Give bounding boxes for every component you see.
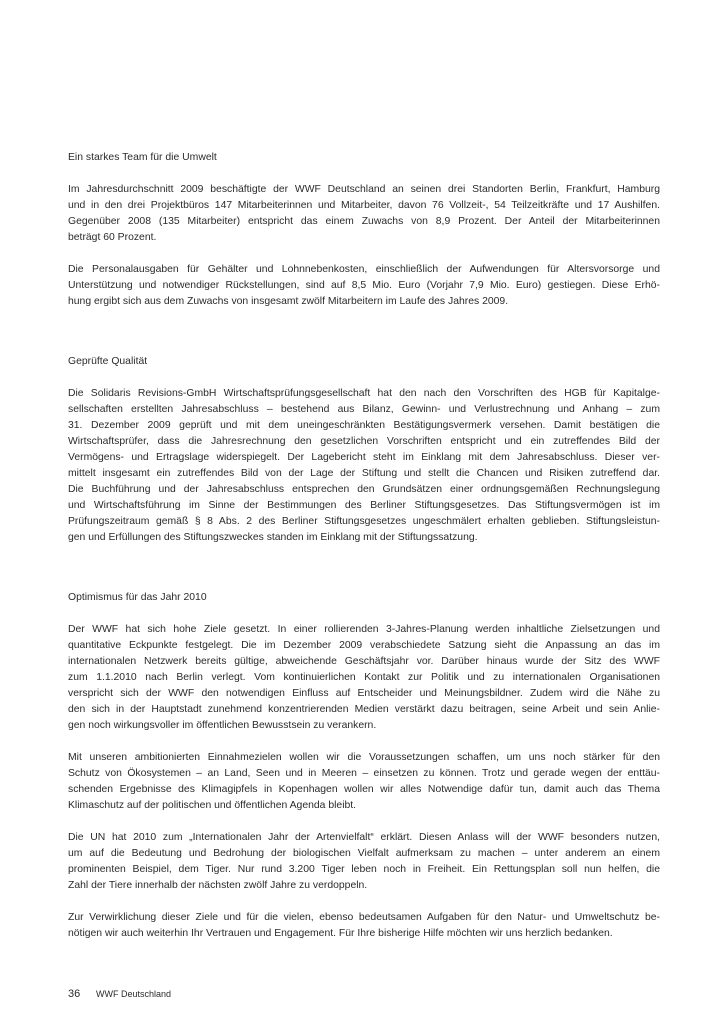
section-team [68,150,660,310]
text-line: Wirtschaftsprüfer, dass die Jahresrechnung den gesetzlichen Vorschriften entspricht und ein zutreffendes Bild der [68,436,660,447]
text-line: Vermögens- und Ertragslage widerspiegelt. Der Lagebericht steht im Einklang mit dem Jahresabschluss. Dieser ver- [68,452,660,463]
text-line: prominenten Beispiel, dem Tiger. Nur rund 3.200 Tiger leben noch in Freiheit. Ein Rettungsplan soll nun helfen, die [68,864,660,875]
paragraph [68,622,660,734]
text-line: Die Solidaris Revisions-GmbH Wirtschaftsprüfungsgesellschaft hat den nach den Vorschriften des HGB für Kapitalge- [68,388,660,399]
section-spacer [68,562,660,590]
paragraph [68,262,660,310]
page-number: 36 [68,988,81,1000]
paragraph [68,910,660,942]
section-quality [68,354,660,546]
text-line: Zur Verwirklichung dieser Ziele und für die vielen, ebenso bedeutsamen Aufgaben für den Natur- und Umweltschutz be- [68,912,660,923]
paragraph [68,386,660,546]
section-heading: Optimismus für das Jahr 2010 [68,592,207,603]
text-line: gen und Erfüllungen des Stiftungszweckes standen im Einklang mit der Stiftungssatzung. [68,532,478,543]
text-line: Schutz von Ökosystemen – an Land, Seen und in Meeren – einsetzen zu können. Trotz und gerade wegen der enttäu- [68,768,660,779]
text-line: hung ergibt sich aus dem Zuwachs von insgesamt zwölf Mitarbeitern im Laufe des Jahres 2009. [68,296,509,307]
paragraph [68,830,660,894]
text-line: zum 1.1.2010 nach Berlin verlegt. Vom kontinuierlichen Kontakt zur Politik und zu internationalen Organisationen [68,672,660,683]
text-line: internationalen Netzwerk bereits gültige, abweichende Geschäftsjahr vor. Darüber hinaus wurde der Sitz des WWF [68,656,660,667]
text-line: Gegenüber 2008 (135 Mitarbeiter) entspricht das einem Zuwachs von 8,9 Prozent. Der Anteil der Mitarbeiterinnen [68,216,660,227]
text-line: Im Jahresdurchschnitt 2009 beschäftigte der WWF Deutschland an seinen drei Standorten Berlin, Frankfurt, Hamburg [68,184,660,195]
text-line: und Wirtschaftsführung im Sinne der Bestimmungen des Berliner Stiftungsgesetzes. Das Stiftungsvermögen ist im [68,500,660,511]
text-line: 31. Dezember 2009 geprüft und mit dem uneingeschränkten Bestätigungsvermerk versehen. Damit bestätigen die [68,420,660,431]
paragraph [68,750,660,814]
text-line: mittelt insgesamt ein zutreffendes Bild von der Lage der Stiftung und stellt die Chancen und Risiken zutreffend dar. [68,468,660,479]
text-line: Die Personalausgaben für Gehälter und Lohnnebenkosten, einschließlich der Aufwendungen für Altersvorsorge und [68,264,660,275]
text-line: Klimaschutz auf der politischen und öffentlichen Agenda bleibt. [68,800,357,811]
section-outlook [68,590,660,942]
text-line: den sich in der Hauptstadt zunehmend konzentrierenden Medien verstärkt dazu beitragen, seine Arbeit und sein Anlie- [68,704,660,715]
text-line: nötigen wir auch weiterhin Ihr Vertrauen und Engagement. Für Ihre bisherige Hilfe möchten wir uns herzlich bedanken. [68,928,613,939]
text-line: Unterstützung und notwendiger Rückstellungen, sind auf 8,5 Mio. Euro (Vorjahr 7,9 Mio. Euro) gestiegen. Diese Erhö- [68,280,660,291]
text-line: sellschaften erstellten Jahresabschluss – bestehend aus Bilanz, Gewinn- und Verlustrechnung und Anhang – zum [68,404,660,415]
section-heading: Ein starkes Team für die Umwelt [68,152,217,163]
text-line: Der WWF hat sich hohe Ziele gesetzt. In einer rollierenden 3-Jahres-Planung werden inhaltliche Zielsetzungen und [68,624,660,635]
text-line: quantitative Eckpunkte festgelegt. Die im Dezember 2009 verabschiedete Satzung sieht die Anpassung an das im [68,640,660,651]
text-line: Zahl der Tiere innerhalb der nächsten zwölf Jahre zu verdoppeln. [68,880,368,891]
text-line: schenden Ergebnisse des Klimagipfels in Kopenhagen wollen wir alles Notwendige dafür tun, damit auch das Thema [68,784,660,795]
text-line: um auf die Bedeutung und Bedrohung der biologischen Vielfalt aufmerksam zu machen – unter anderem an einem [68,848,660,859]
section-heading: Geprüfte Qualität [68,356,148,367]
document-body [68,150,660,958]
text-line: gen noch wirkungsvoller im öffentlichen Bewusstsein zu verankern. [68,720,377,731]
paragraph [68,182,660,246]
publisher-name: WWF Deutschland [96,989,172,999]
text-line: verspricht sich der WWF den notwendigen Einfluss auf Entscheider und Meinungsbildner. Zudem wird die Nähe zu [68,688,660,699]
text-line: Die Buchführung und der Jahresabschluss entsprechen den Grundsätzen einer ordnungsgemäßen Rechnungslegung [68,484,660,495]
text-line: Prüfungszeitraum gemäß § 8 Abs. 2 des Berliner Stiftungsgesetzes ungeschmälert erhalten geblieben. Stiftungsleistun- [68,516,660,527]
text-line: und in den drei Projektbüros 147 Mitarbeiterinnen und Mitarbeiter, davon 76 Vollzeit-, 54 Teilzeitkräfte und 17 Aushilfen. [68,200,660,211]
text-line: Die UN hat 2010 zum „Internationalen Jahr der Artenvielfalt“ erklärt. Diesen Anlass will der WWF besonders nutzen, [68,832,660,843]
text-line: beträgt 60 Prozent. [68,232,157,243]
section-spacer [68,326,660,354]
page-footer [68,988,171,1004]
text-line: Mit unseren ambitionierten Einnahmezielen wollen wir die Voraussetzungen schaffen, um uns noch stärker für den [68,752,660,763]
